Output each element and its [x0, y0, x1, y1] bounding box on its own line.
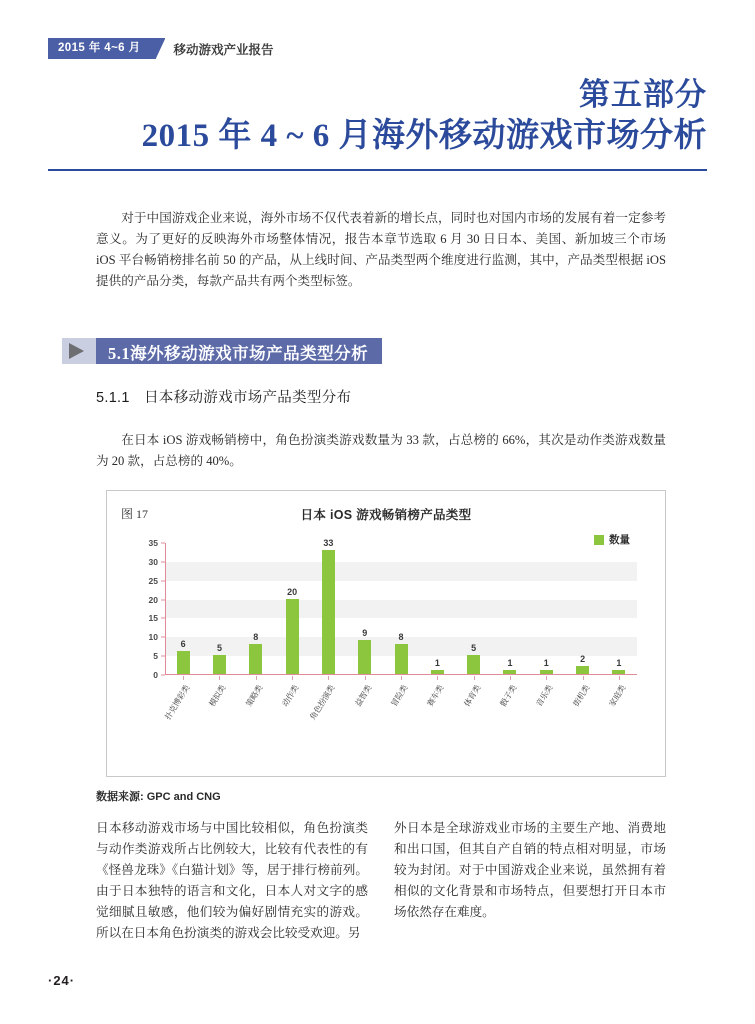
bar-value-label: 1 [616, 658, 622, 669]
chart-bar-group [310, 537, 346, 674]
x-axis [165, 674, 637, 675]
x-axis-tick [456, 676, 492, 680]
x-axis-tick [601, 676, 637, 680]
x-axis-label-slot [492, 681, 528, 741]
bar-value-label: 1 [507, 658, 513, 669]
chart-title: 日本 iOS 游戏畅销榜产品类型 [300, 508, 472, 522]
figure-source: 数据来源: GPC and CNG [96, 791, 221, 803]
subsection-heading [96, 386, 351, 407]
y-axis-tick-label: 30 [149, 557, 165, 567]
subsection-title: 日本移动游戏市场产品类型分布 [144, 390, 352, 406]
chart-bar [431, 670, 444, 674]
y-axis-tick-label: 20 [149, 595, 165, 605]
x-axis-tick [347, 676, 383, 680]
page-running-header [48, 38, 274, 59]
chart-bar-group [165, 543, 201, 674]
x-axis-label-slot [564, 681, 600, 741]
chapter-divider [48, 169, 707, 171]
x-axis-tick [238, 676, 274, 680]
chart-bar-group [347, 543, 383, 674]
chart-bar-group [564, 543, 600, 674]
x-axis-category-label: 音乐类 [534, 683, 555, 709]
x-axis-tick [310, 676, 346, 680]
page-number: ·24· [48, 973, 76, 988]
x-axis-category-label: 益智类 [353, 683, 374, 709]
bar-value-label: 8 [253, 631, 259, 642]
x-axis-category-label: 冒险类 [389, 683, 410, 709]
intro-paragraph: 对于中国游戏企业来说，海外市场不仅代表着新的增长点，同时也对国内市场的发展有着一定参考意义。为了更好的反映海外市场整体情况，报告本章节选取 6 月 30 日日本、美国、新加坡三个市场 iOS 平台畅销榜排名前 50 的产品，从上线时间、产品类型两个维度进行监测，其中，产品类型根据 iOS 提供的产品分类，每款产品共有两个类型标签。 [96, 211, 666, 288]
header-date-tag: 2015 年 4~6 月 [48, 38, 156, 59]
section-banner-label: 5.1海外移动游戏市场产品类型分析 [96, 338, 382, 364]
x-axis-label-slot [347, 681, 383, 741]
header-report-title: 移动游戏产业报告 [173, 42, 274, 57]
bar-value-label: 20 [287, 586, 298, 597]
x-axis-label-slot [419, 681, 455, 741]
chart-bar-group [528, 543, 564, 674]
bottom-text-columns [96, 818, 666, 944]
chart-bar-group [238, 543, 274, 674]
chart-bar-group [201, 543, 237, 674]
chart-bar [322, 550, 335, 674]
bottom-column-right [394, 818, 666, 944]
chart-bar-group [601, 543, 637, 674]
x-axis-category-label: 赛车类 [425, 683, 446, 709]
y-axis-tick-label: 0 [153, 670, 165, 680]
bar-value-label: 1 [434, 658, 440, 669]
chart-bar-group [456, 543, 492, 674]
y-axis-tick-label: 15 [149, 613, 165, 623]
x-axis-label-slot [165, 681, 201, 741]
x-axis-label-slot [274, 681, 310, 741]
x-axis-tick [383, 676, 419, 680]
chart-bar-group [419, 543, 455, 674]
y-axis-tick-label: 25 [149, 576, 165, 586]
x-axis-tick [165, 676, 201, 680]
chapter-part-label: 第五部分 [579, 77, 707, 112]
figure-label: 图 17 [121, 507, 149, 521]
x-axis-label-slot [601, 681, 637, 741]
chart-bar [503, 670, 516, 674]
x-axis-category-label: 动作类 [280, 683, 301, 709]
chart-bar [286, 599, 299, 674]
x-axis-tick [564, 676, 600, 680]
x-axis-tick [528, 676, 564, 680]
x-axis-category-label: 模拟类 [207, 683, 228, 709]
chart-bar-group [492, 543, 528, 674]
x-axis-category-label: 扑克博彩类 [163, 683, 192, 722]
x-axis-category-label: 体育类 [462, 683, 483, 709]
bar-value-label: 9 [362, 628, 368, 639]
y-axis-tick-label: 10 [149, 632, 165, 642]
chart-bar [576, 666, 589, 674]
x-axis-label-slot [456, 681, 492, 741]
bottom-left-paragraph: 日本移动游戏市场与中国比较相似，角色扮演类与动作类游戏所占比例较大，比较有代表性的有《怪兽龙珠》《白猫计划》等，居于排行榜前列。由于日本独特的语言和文化，日本人对文字的感觉细腻且敏感，他们较为偏好剧情充实的游戏。所以在日本角色扮演类的游戏会比较受欢迎。另 [96, 821, 368, 940]
bottom-right-paragraph: 外日本是全球游戏业市场的主要生产地、消费地和出口国，但其自产自销的特点相对明显，市场较为封闭。对于中国游戏企业来说，虽然拥有着相似的文化背景和市场特点，但要想打开日本市场依然存在难度。 [394, 821, 666, 919]
arrow-right-icon [62, 338, 96, 364]
x-axis-label-slot [201, 681, 237, 741]
bar-value-label: 5 [471, 643, 477, 654]
x-axis-labels [165, 681, 637, 741]
x-axis-category-label: 家庭类 [607, 683, 628, 709]
x-axis-label-slot [383, 681, 419, 741]
x-axis-ticks [165, 676, 637, 680]
x-axis-tick [201, 676, 237, 680]
chapter-heading [48, 78, 707, 171]
y-axis-tick-label: 5 [153, 651, 165, 661]
bar-value-label: 1 [543, 658, 549, 669]
bar-value-label: 8 [398, 631, 404, 642]
section-banner [62, 338, 382, 364]
bar-value-label: 2 [580, 654, 586, 665]
chart-bar [395, 644, 408, 674]
chapter-title: 2015 年 4 ~ 6 月海外移动游戏市场分析 [141, 118, 707, 155]
chart-bar [358, 640, 371, 674]
chart-bar-group [274, 543, 310, 674]
chart-bar [540, 670, 553, 674]
bar-value-label: 33 [323, 537, 334, 548]
y-axis-tick-label: 35 [149, 538, 165, 548]
x-axis-label-slot [528, 681, 564, 741]
subsection-number: 5.1.1 [96, 390, 130, 406]
x-axis-label-slot [238, 681, 274, 741]
chart-bar [177, 651, 190, 674]
chart-bar [249, 644, 262, 674]
x-axis-tick [492, 676, 528, 680]
x-axis-tick [419, 676, 455, 680]
bar-value-label: 5 [216, 643, 222, 654]
legend-label: 数量 [609, 534, 630, 546]
x-axis-category-label: 街机类 [571, 683, 592, 709]
chart-bar [213, 655, 226, 674]
x-axis-label-slot [310, 681, 346, 741]
subsection-paragraph: 在日本 iOS 游戏畅销榜中，角色扮演类游戏数量为 33 款，占总榜的 66%，其次是动作类游戏数量为 20 款，占总榜的 40%。 [96, 433, 666, 468]
x-axis-category-label: 角色扮演类 [308, 683, 337, 722]
chart-bar [612, 670, 625, 674]
figure-chart-container [106, 490, 666, 777]
x-axis-category-label: 策略类 [244, 683, 265, 709]
bar-value-label: 6 [180, 639, 186, 650]
chart-bar [467, 655, 480, 674]
chart-bar-group [383, 543, 419, 674]
x-axis-category-label: 骰子类 [498, 683, 519, 709]
x-axis-tick [274, 676, 310, 680]
bottom-column-left [96, 818, 368, 944]
